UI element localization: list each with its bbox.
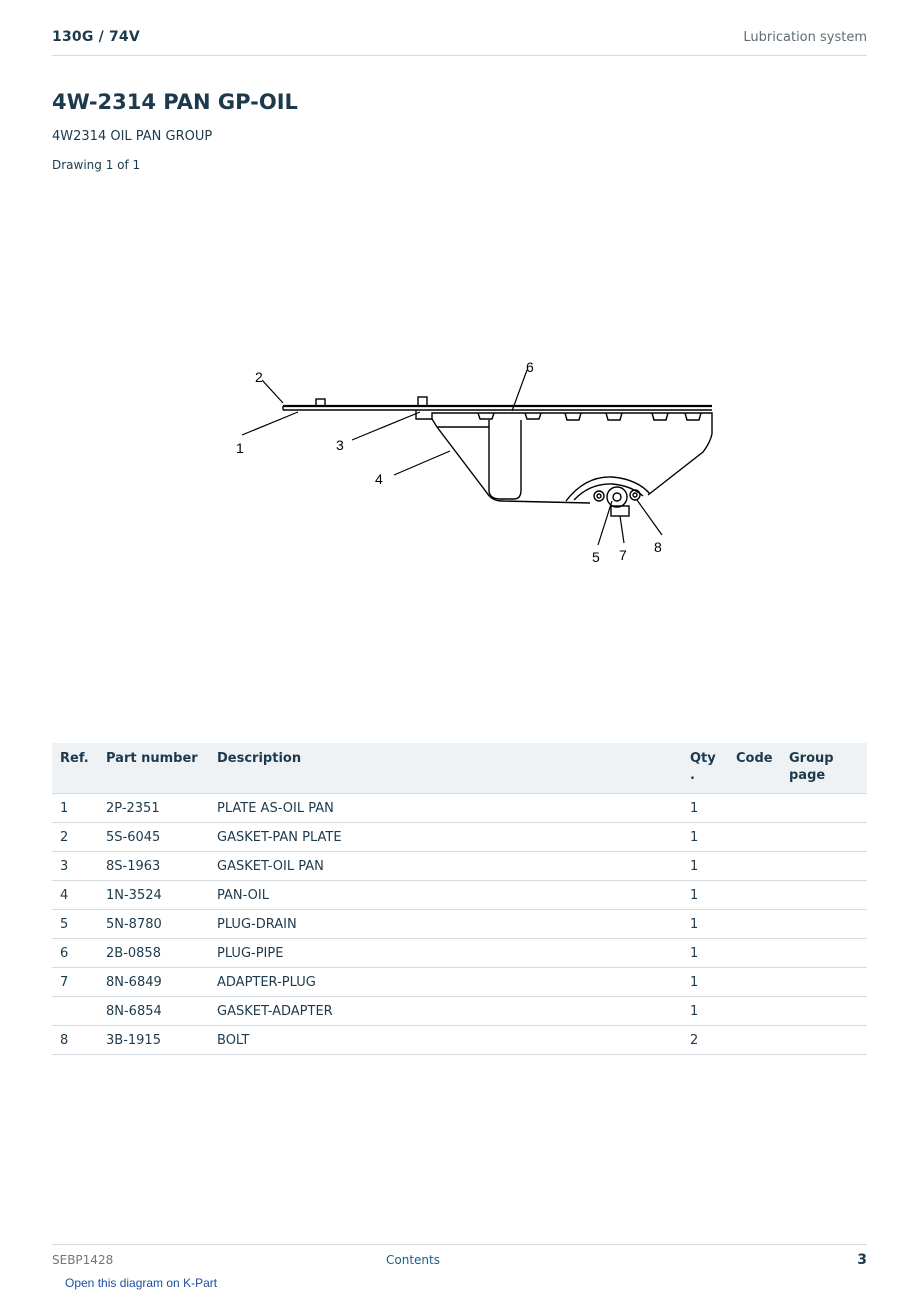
header-code: Code	[728, 743, 781, 794]
oil-pan-drawing	[0, 190, 920, 730]
pan-front-wall	[432, 419, 590, 503]
row-code	[728, 881, 781, 910]
row-description: PAN-OIL	[209, 881, 682, 910]
header-model: 130G / 74V	[52, 29, 140, 45]
row-code	[728, 997, 781, 1026]
callout-1[interactable]: 1	[236, 440, 244, 456]
callout-4[interactable]: 4	[375, 471, 383, 487]
table-row	[52, 939, 867, 968]
table-row	[52, 910, 867, 939]
drain-bolt-left-center	[597, 494, 601, 498]
pan-sump-wall	[489, 420, 521, 499]
row-group-page	[781, 823, 867, 852]
drain-plug-outer	[607, 487, 627, 507]
table-row	[52, 968, 867, 997]
row-description: BOLT	[209, 1026, 682, 1055]
row-description: PLUG-PIPE	[209, 939, 682, 968]
table-row	[52, 823, 867, 852]
row-ref: 2	[52, 823, 98, 852]
row-group-page	[781, 794, 867, 823]
callout-7[interactable]: 7	[619, 547, 627, 563]
header-qty	[682, 743, 728, 794]
kpart-diagram-link[interactable]: Open this diagram on K-Part	[65, 1276, 218, 1290]
row-ref: 5	[52, 910, 98, 939]
drawing-count: Drawing 1 of 1	[52, 158, 141, 172]
footer-page-number: 3	[857, 1252, 867, 1268]
table-row	[52, 1026, 867, 1055]
row-ref: 1	[52, 794, 98, 823]
row-part-number: 8N-6854	[98, 997, 209, 1026]
header-group-line1: Group	[789, 751, 834, 766]
leader-6	[512, 370, 527, 411]
header-qty-line2: .	[690, 768, 695, 783]
flange-pocket-2	[525, 413, 541, 419]
pan-rear-wall	[648, 434, 712, 495]
row-code	[728, 910, 781, 939]
row-part-number: 5N-8780	[98, 910, 209, 939]
footer-doc-number: SEBP1428	[52, 1253, 114, 1267]
leader-3	[352, 412, 420, 440]
parts-table-header-row	[52, 743, 867, 794]
flange-pocket-3	[565, 413, 581, 420]
row-group-page	[781, 910, 867, 939]
leader-1	[242, 412, 298, 435]
row-group-page	[781, 997, 867, 1026]
row-group-page	[781, 852, 867, 881]
drain-bolt-right	[630, 490, 640, 500]
row-part-number: 8S-1963	[98, 852, 209, 881]
row-code	[728, 794, 781, 823]
row-qty: 1	[682, 939, 728, 968]
leader-8	[637, 500, 662, 535]
row-qty: 1	[682, 997, 728, 1026]
leader-4	[394, 451, 450, 475]
row-qty: 2	[682, 1026, 728, 1055]
row-description: ADAPTER-PLUG	[209, 968, 682, 997]
table-row	[52, 997, 867, 1026]
row-description: PLATE AS-OIL PAN	[209, 794, 682, 823]
flange-pocket-4	[606, 413, 622, 420]
flange-pocket-5	[652, 413, 668, 420]
callout-2[interactable]: 2	[255, 369, 263, 385]
leader-7	[620, 516, 624, 543]
row-ref	[52, 997, 98, 1026]
drain-bolt-right-center	[633, 493, 637, 497]
row-description: GASKET-ADAPTER	[209, 997, 682, 1026]
table-row	[52, 794, 867, 823]
footer-divider	[52, 1244, 867, 1245]
table-row	[52, 852, 867, 881]
leader-2	[262, 380, 283, 403]
row-qty: 1	[682, 910, 728, 939]
row-ref: 6	[52, 939, 98, 968]
row-code	[728, 939, 781, 968]
header-ref: Ref.	[52, 743, 98, 794]
page-subtitle: 4W2314 OIL PAN GROUP	[52, 129, 213, 144]
plate-boss-right	[418, 397, 427, 406]
row-group-page	[781, 1026, 867, 1055]
header-group-line2: page	[789, 768, 826, 783]
row-part-number: 1N-3524	[98, 881, 209, 910]
row-ref: 4	[52, 881, 98, 910]
row-qty: 1	[682, 823, 728, 852]
row-part-number: 8N-6849	[98, 968, 209, 997]
header-qty-line1: Qty	[690, 751, 716, 766]
row-ref: 8	[52, 1026, 98, 1055]
row-description: GASKET-OIL PAN	[209, 852, 682, 881]
header-part-number: Part number	[98, 743, 209, 794]
row-code	[728, 823, 781, 852]
contents-link[interactable]: Contents	[386, 1253, 440, 1267]
drain-boss-arc	[566, 477, 650, 501]
row-qty: 1	[682, 852, 728, 881]
flange-pocket-1	[478, 413, 494, 419]
drain-adapter	[611, 506, 629, 516]
row-description: PLUG-DRAIN	[209, 910, 682, 939]
row-group-page	[781, 881, 867, 910]
row-ref: 3	[52, 852, 98, 881]
header-divider	[52, 55, 867, 56]
callout-8[interactable]: 8	[654, 539, 662, 555]
row-part-number: 2P-2351	[98, 794, 209, 823]
header-group-page	[781, 743, 867, 794]
row-qty: 1	[682, 968, 728, 997]
callout-6[interactable]: 6	[526, 359, 534, 375]
drain-plug-inner	[613, 493, 621, 501]
row-code	[728, 852, 781, 881]
row-description: GASKET-PAN PLATE	[209, 823, 682, 852]
parts-table	[52, 743, 867, 1055]
leader-5	[598, 501, 612, 545]
header-section: Lubrication system	[743, 30, 867, 45]
row-qty: 1	[682, 881, 728, 910]
callout-5[interactable]: 5	[592, 549, 600, 565]
parts-diagram[interactable]	[0, 190, 920, 730]
row-part-number: 2B-0858	[98, 939, 209, 968]
drain-bolt-left	[594, 491, 604, 501]
header-description: Description	[209, 743, 682, 794]
table-row	[52, 881, 867, 910]
row-part-number: 5S-6045	[98, 823, 209, 852]
row-group-page	[781, 968, 867, 997]
page-title: 4W-2314 PAN GP-OIL	[52, 90, 298, 114]
row-part-number: 3B-1915	[98, 1026, 209, 1055]
row-code	[728, 968, 781, 997]
row-ref: 7	[52, 968, 98, 997]
row-qty: 1	[682, 794, 728, 823]
callout-3[interactable]: 3	[336, 437, 344, 453]
flange-pocket-6	[685, 413, 701, 420]
row-group-page	[781, 939, 867, 968]
row-code	[728, 1026, 781, 1055]
